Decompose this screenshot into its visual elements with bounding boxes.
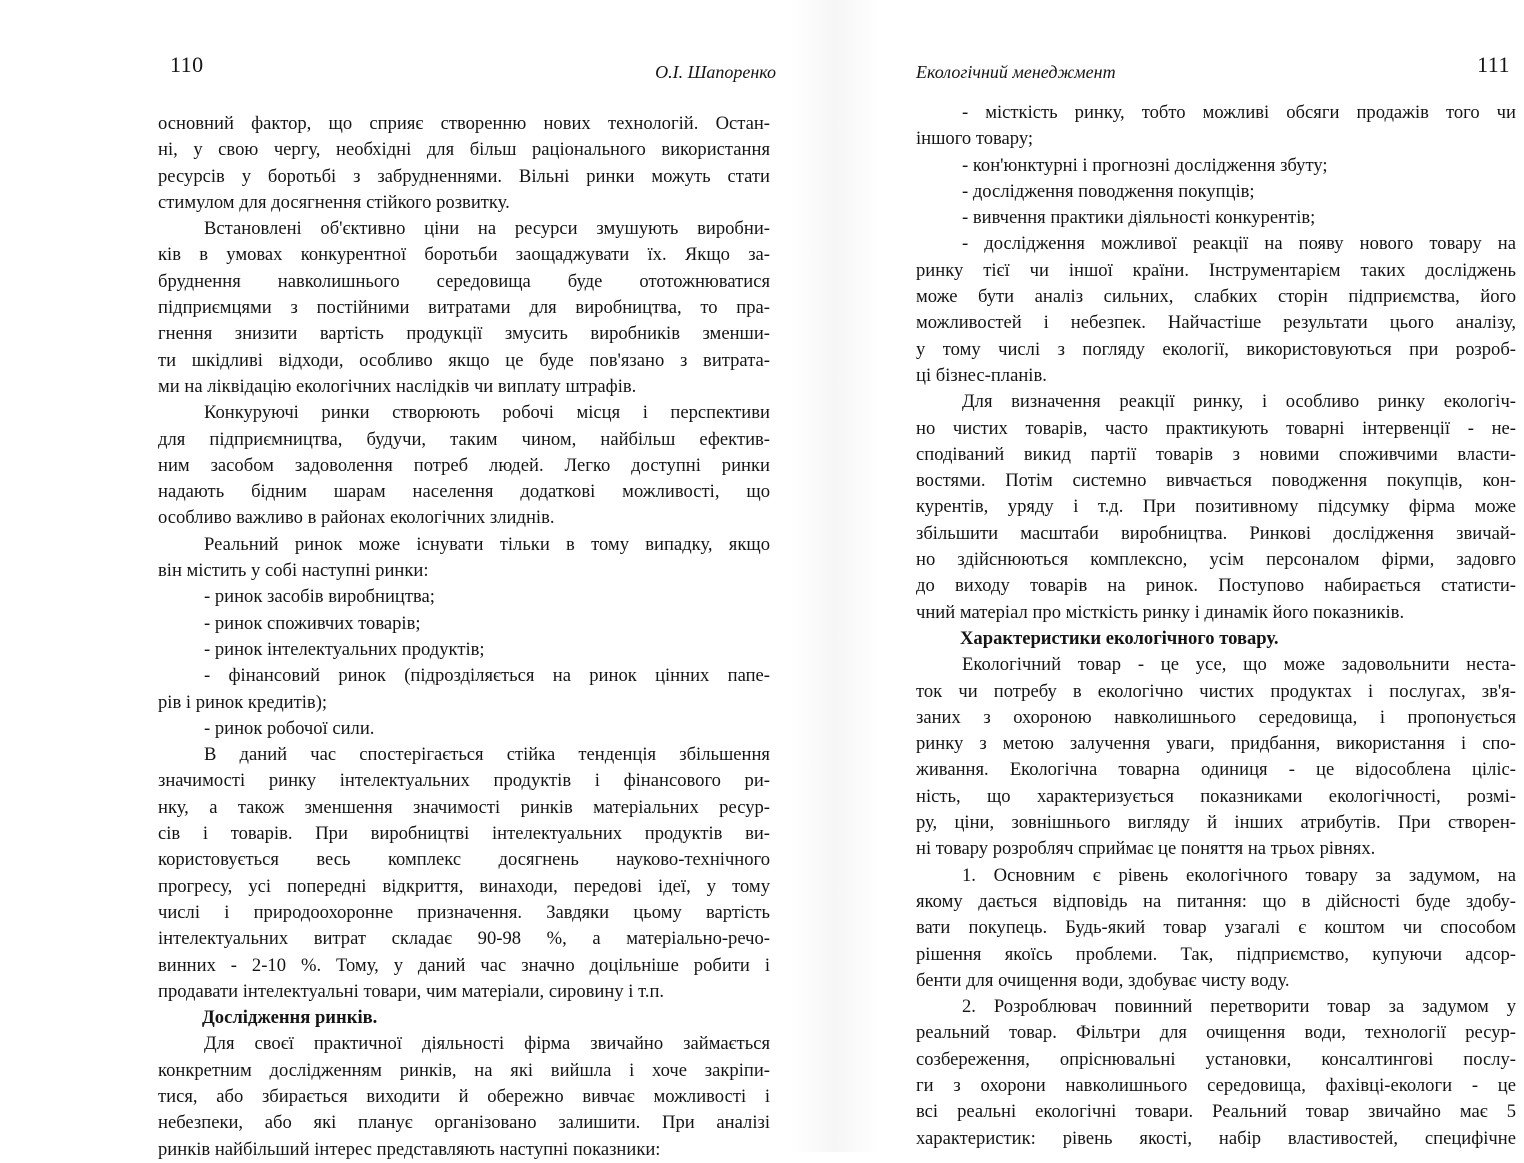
- running-head-author: О.І. Шапоренко: [655, 62, 776, 82]
- text-line: прогресу, усі попередні відкриття, винаходи, передові ідеї, у тому: [158, 875, 770, 897]
- section-heading: Дослідження ринків.: [202, 1007, 378, 1029]
- text-line: небезпеки, або які планує організовано залишити. При аналізі: [158, 1112, 770, 1134]
- text-line: може бути аналіз сильних, слабких сторін підприємства, його: [916, 286, 1516, 308]
- text-line: стимулом для досягнення стійкого розвитку.: [158, 191, 510, 213]
- text-line: якому дається відповідь на питання: що в дійсності буде здобу-: [916, 890, 1516, 912]
- text-line: но здійснюються комплексно, усім персоналом фірми, задовго: [916, 549, 1516, 571]
- page-body-text: [916, 100, 1516, 1152]
- text-line: вати покупець. Будь-який товар узагалі є коштом чи способом: [916, 917, 1516, 939]
- text-line: заних з охороною навколишнього середовища, і пропонується: [916, 706, 1516, 728]
- text-line: Екологічний товар - це усе, що може задовольнити неста-: [962, 654, 1516, 676]
- text-line: винних - 2-10 %. Тому, у даний час значно доцільніше робити і: [158, 954, 770, 976]
- text-line: - кон'юнктурні і прогнозні дослідження збуту;: [962, 154, 1328, 176]
- text-line: тися, або збирається виходити й обережно вивчає можливості і: [158, 1085, 770, 1107]
- text-line: ток чи потребу в екологічно чистих продуктах і послугах, зв'я-: [916, 680, 1516, 702]
- text-line: но чистих товарів, часто практикують товарні інтервенції - не-: [916, 417, 1516, 439]
- text-line: ринку тієї чи іншої країни. Інструментарієм таких досліджень: [916, 259, 1516, 281]
- text-line: востями. Потім системно вивчається поводження покупців, кон-: [916, 470, 1516, 492]
- text-line: ги з охорони навколишнього середовища, фахівці-екологи - це: [916, 1074, 1516, 1096]
- text-line: конкретним дослідженням ринків, на які вийшла і хоче закріпи-: [158, 1059, 770, 1081]
- text-line: бенти для очищення води, здобуває чисту воду.: [916, 969, 1290, 991]
- text-line: - ринок робочої сили.: [204, 717, 375, 739]
- text-line: продавати інтелектуальні товари, чим матеріали, сировину і т.п.: [158, 980, 665, 1002]
- text-line: для підприємництва, будучи, таким чином, найбільш ефектив-: [158, 428, 770, 450]
- text-line: ринків найбільший інтерес представляють наступні показники:: [158, 1138, 661, 1160]
- text-line: - дослідження можливої реакції на появу нового товару на: [962, 233, 1516, 255]
- text-line: чний матеріал про місткість ринку і динамік його показників.: [916, 601, 1405, 623]
- text-line: підприємцями з постійними витратами для виробництва, то пра-: [158, 297, 770, 319]
- text-line: ресурсів у боротьбі з забрудненнями. Вільні ринки можуть стати: [158, 165, 770, 187]
- text-line: збільшити масштаби виробництва. Ринкові дослідження звичай-: [916, 522, 1516, 544]
- text-line: ці бізнес-планів.: [916, 364, 1047, 386]
- text-line: реальний товар. Фільтри для очищення води, технології ресур-: [916, 1022, 1516, 1044]
- text-line: гнення знизити вартість продукції змусить виробників зменши-: [158, 323, 770, 345]
- text-line: до виходу товарів на ринок. Поступово набирається статисти-: [916, 575, 1516, 597]
- text-line: ні, у свою чергу, необхідні для більш раціонального використання: [158, 139, 770, 161]
- text-line: значимості ринку інтелектуальних продуктів і фінансового ри-: [158, 770, 770, 792]
- text-line: В даний час спостерігається стійка тенденція збільшення: [204, 744, 770, 766]
- page-number: 110: [170, 52, 204, 77]
- text-line: - дослідження поводження покупців;: [962, 180, 1255, 202]
- text-line: надають бідним шарам населення додаткові можливості, що: [158, 481, 770, 503]
- text-line: інтелектуальних витрат складає 90-98 %, а матеріально-речо-: [158, 928, 770, 950]
- text-line: курентів, уряду і т.д. При позитивному підсумку фірма може: [916, 496, 1516, 518]
- text-line: - ринок споживчих товарів;: [204, 612, 421, 634]
- text-line: основний фактор, що сприяє створенню нових технологій. Остан-: [158, 113, 770, 134]
- running-head-title: Екологічний менеджмент: [916, 62, 1116, 82]
- text-line: характеристик: рівень якості, набір властивостей, специфічне: [916, 1127, 1516, 1149]
- text-line: ру, ціни, зовнішнього вигляду й інших атрибутів. При створен-: [916, 812, 1516, 834]
- text-line: - фінансовий ринок (підрозділяється на ринок цінних папе-: [204, 665, 770, 687]
- text-line: рів і ринок кредитів);: [158, 691, 328, 713]
- right-page: [880, 0, 1524, 1152]
- text-line: бруднення навколишнього середовища буде ототожнюватися: [158, 270, 770, 292]
- text-line: Конкуруючі ринки створюють робочі місця і перспективи: [204, 402, 770, 424]
- text-line: ків в умовах конкурентної боротьби заощаджувати їх. Якщо за-: [158, 244, 770, 266]
- text-line: особливо важливо в районах екологічних злиднів.: [158, 507, 555, 529]
- text-line: ми на ліквідацію екологічних наслідків чи виплату штрафів.: [158, 375, 637, 397]
- text-line: ринку з метою залучення уваги, придбання, використання і спо-: [916, 733, 1516, 755]
- text-line: нку, а також зменшення значимості ринків матеріальних ресур-: [158, 796, 770, 818]
- text-line: Для визначення реакції ринку, і особливо ринку екологіч-: [962, 391, 1516, 413]
- text-line: сподіваний викид партії товарів з новими споживчими власти-: [916, 443, 1516, 465]
- text-line: рішення якоїсь проблеми. Так, підприємство, купуючи адсор-: [916, 943, 1516, 965]
- text-line: він містить у собі наступні ринки:: [158, 560, 429, 582]
- text-line: Встановлені об'єктивно ціни на ресурси змушують виробни-: [204, 218, 770, 240]
- text-line: - місткість ринку, тобто можливі обсяги продажів того чи: [962, 102, 1516, 123]
- page-number: 111: [1477, 52, 1510, 77]
- section-heading: Характеристики екологічного товару.: [960, 627, 1279, 649]
- text-line: - ринок інтелектуальних продуктів;: [204, 638, 485, 660]
- text-line: Реальний ринок може існувати тільки в тому випадку, якщо: [204, 533, 770, 555]
- text-line: ти шкідливі відходи, особливо якщо це буде пов'язано з витрата-: [158, 349, 770, 371]
- text-line: ність, що характеризується показниками екологічності, розмі-: [916, 785, 1516, 807]
- text-line: всі реальні екологічні товари. Реальний товар звичайно має 5: [916, 1101, 1516, 1123]
- page-body-text: [158, 111, 770, 1163]
- text-line: ним засобом задоволення потреб людей. Легко доступні ринки: [158, 454, 770, 476]
- text-line: 1. Основним є рівень екологічного товару за задумом, на: [962, 864, 1516, 886]
- text-line: іншого товару;: [916, 128, 1034, 150]
- text-line: користовується весь комплекс досягнень науково-технічного: [158, 849, 770, 871]
- text-line: сів і товарів. При виробництві інтелектуальних продуктів ви-: [158, 823, 770, 845]
- text-line: можливостей і небезпек. Найчастіше результати цього аналізу,: [916, 312, 1516, 334]
- text-line: созбереження, опріснювальні установки, консалтингові послу-: [916, 1048, 1516, 1070]
- text-line: живання. Екологічна товарна одиниця - це відособлена ціліс-: [916, 759, 1516, 781]
- text-line: 2. Розроблювач повинний перетворити товар за задумом у: [962, 996, 1516, 1018]
- book-spine: [790, 0, 880, 1152]
- text-line: ні товару розробляч сприймає це поняття на трьох рівнях.: [916, 838, 1376, 860]
- text-line: - ринок засобів виробництва;: [204, 586, 435, 608]
- text-line: Для своєї практичної діяльності фірма звичайно займається: [204, 1033, 770, 1055]
- text-line: - вивчення практики діяльності конкурентів;: [962, 207, 1316, 229]
- text-line: числі і природоохоронне призначення. Завдяки цьому вартість: [158, 901, 770, 923]
- text-line: у тому числі з погляду екології, використовуються при розроб-: [916, 338, 1516, 360]
